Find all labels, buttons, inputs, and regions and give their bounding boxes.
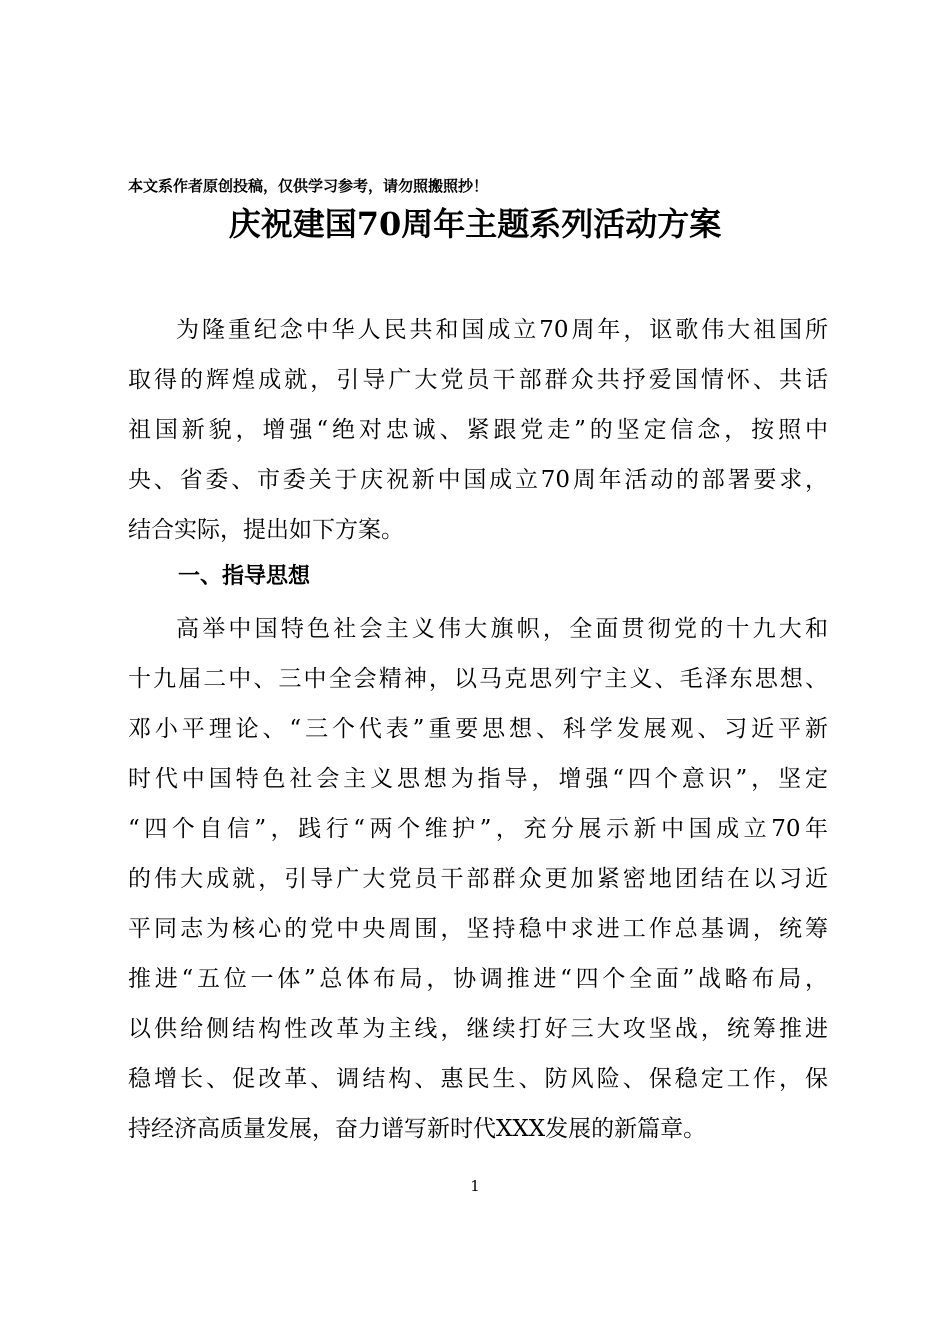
paragraph-line: 推进“五位一体”总体布局，协调推进“四个全面”战略布局， [128,966,828,992]
paragraph-line: 祖国新貌，增强“绝对忠诚、紧跟党走”的坚定信念，按照中 [128,417,828,443]
paragraph-line: 的伟大成就，引导广大党员干部群众更加紧密地团结在以习近 [128,866,828,892]
paragraph-line: 央、省委、市委关于庆祝新中国成立70周年活动的部署要求， [128,467,828,493]
paragraph-line: 为隆重纪念中华人民共和国成立70周年，讴歌伟大祖国所 [176,317,828,343]
guiding-thought-paragraph [128,604,828,1154]
paragraph-line: 取得的辉煌成就，引导广大党员干部群众共抒爱国情怀、共话 [128,367,828,393]
paragraph-line: 平同志为核心的党中央周围，坚持稳中求进工作总基调，统筹 [128,916,828,942]
paragraph-line: 时代中国特色社会主义思想为指导，增强“四个意识”，坚定 [128,766,828,792]
document-title: 庆祝建国70周年主题系列活动方案 [228,205,722,243]
paragraph-line: 持经济高质量发展，奋力谱写新时代XXX发展的新篇章。 [128,1116,707,1142]
page-number: 1 [470,1177,480,1195]
paragraph-line: “四个自信”，践行“两个维护”，充分展示新中国成立70年 [128,816,828,842]
paragraph-line: 以供给侧结构性改革为主线，继续打好三大攻坚战，统筹推进 [128,1016,828,1042]
paragraph-line: 高举中国特色社会主义伟大旗帜，全面贯彻党的十九大和 [176,616,828,642]
paragraph-line: 结合实际，提出如下方案。 [128,517,404,543]
paragraph-line: 邓小平理论、“三个代表”重要思想、科学发展观、习近平新 [128,716,828,742]
intro-paragraph [128,305,828,555]
section-heading: 一、指导思想 [178,564,311,589]
copyright-notice: 本文系作者原创投稿，仅供学习参考，请勿照搬照抄！ [128,177,489,195]
paragraph-line: 十九届二中、三中全会精神，以马克思列宁主义、毛泽东思想、 [128,666,828,692]
paragraph-line: 稳增长、促改革、调结构、惠民生、防风险、保稳定工作，保 [128,1066,828,1092]
